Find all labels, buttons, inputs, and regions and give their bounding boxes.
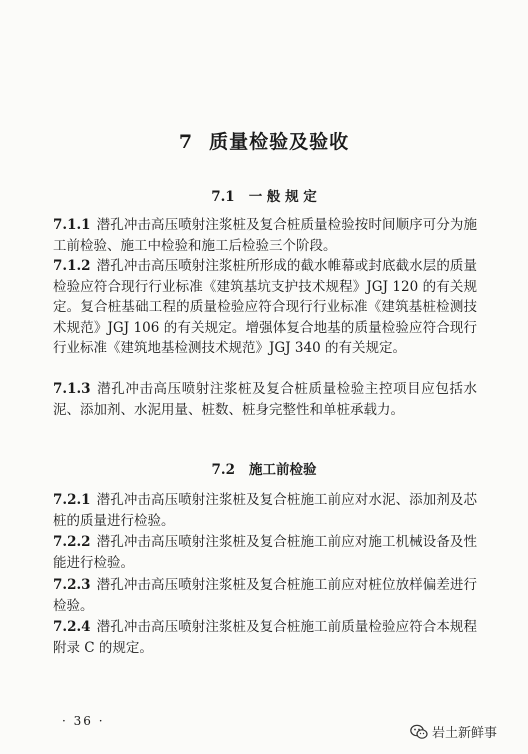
clause-7-1-1 [53, 215, 477, 256]
clause-text: 潜孔冲击高压喷射注浆桩所形成的截水帷幕或封底截水层的质量检验应符合现行行业标准《建筑基坑支护技术规程》JGJ 120 的有关规定。复合桩基础工程的质量检验应符合现行行业标准《建筑基桩检测技术规范》JGJ 106 的有关规定。增强体复合地基的质量检验应符合现行行业标准《建筑地基检测技术规范》JGJ 340 的有关规定。 [53, 258, 477, 356]
clause-text: 潜孔冲击高压喷射注浆桩及复合桩施工前应对水泥、添加剂及芯桩的质量进行检验。 [53, 492, 477, 529]
clause-text: 潜孔冲击高压喷射注浆桩及复合桩施工前质量检验应符合本规程附录 C 的规定。 [53, 619, 477, 656]
watermark-text: 岩土新鲜事 [432, 726, 498, 741]
chapter-number: 7 [178, 131, 194, 153]
chapter-name: 质量检验及验收 [209, 131, 350, 153]
clause-number: 7.1.1 [53, 217, 91, 233]
clause-number: 7.2.2 [53, 534, 91, 550]
clause-number: 7.2.3 [53, 577, 91, 593]
chapter-title [0, 127, 528, 154]
clause-7-2-1 [53, 490, 477, 531]
clause-text: 潜孔冲击高压喷射注浆桩及复合桩施工前应对桩位放样偏差进行检验。 [53, 577, 477, 614]
clause-7-2-4 [53, 617, 477, 658]
section-name: 施工前检验 [249, 462, 317, 478]
clause-number: 7.1.2 [53, 258, 91, 274]
section-name: 一 般 规 定 [248, 189, 317, 205]
page-number: · 36 · [62, 714, 105, 728]
clause-number: 7.2.1 [53, 492, 91, 508]
section-title-7-2 [0, 458, 528, 478]
clause-text: 潜孔冲击高压喷射注浆桩及复合桩施工前应对施工机械设备及性能进行检验。 [53, 534, 477, 571]
clause-7-1-3 [53, 379, 477, 420]
section-number: 7.2 [211, 462, 235, 478]
clause-7-1-2 [53, 256, 477, 359]
section-title-7-1 [0, 185, 528, 205]
clause-text: 潜孔冲击高压喷射注浆桩及复合桩质量检验按时间顺序可分为施工前检验、施工中检验和施工后检验三个阶段。 [53, 217, 477, 254]
clause-7-2-3 [53, 575, 477, 616]
wechat-icon [410, 724, 428, 740]
watermark [410, 722, 497, 741]
clause-number: 7.2.4 [53, 619, 91, 635]
clause-number: 7.1.3 [53, 381, 91, 397]
clause-text: 潜孔冲击高压喷射注浆桩及复合桩质量检验主控项目应包括水泥、添加剂、水泥用量、桩数、桩身完整性和单桩承载力。 [53, 381, 477, 418]
clause-7-2-2 [53, 532, 477, 573]
section-number: 7.1 [211, 189, 235, 205]
